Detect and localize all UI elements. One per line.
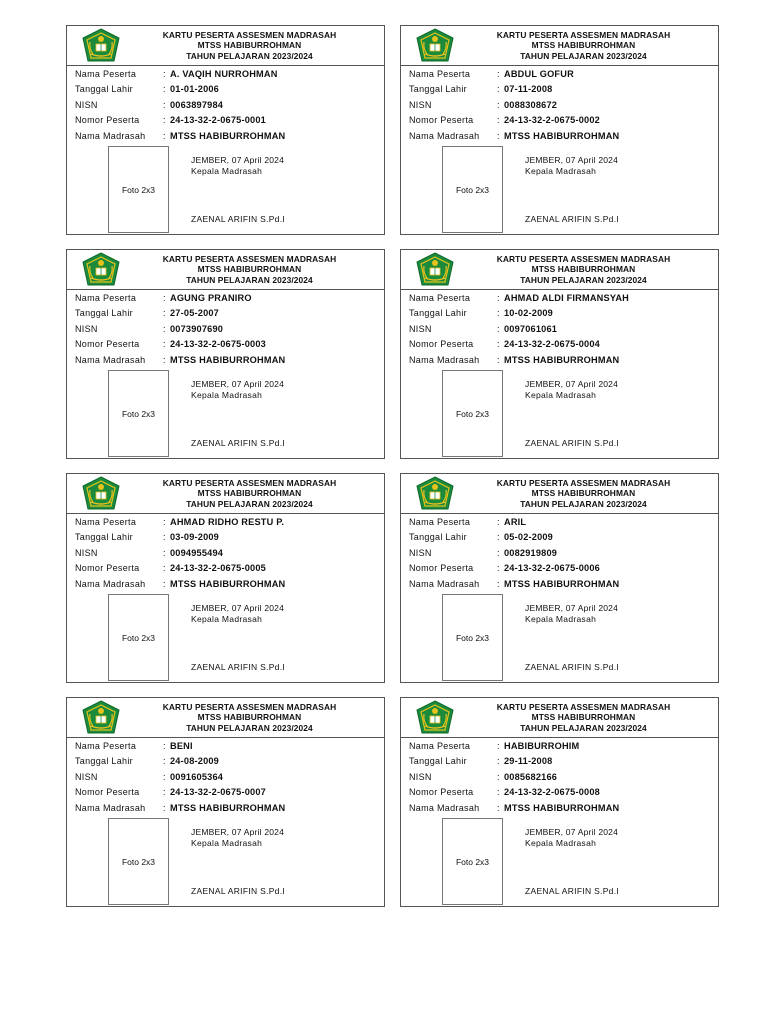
field-participant-number-label: Nomor Peserta (75, 115, 140, 126)
field-colon: : (497, 771, 500, 782)
field-colon: : (163, 532, 166, 543)
card-title-line-1: KARTU PESERTA ASSESMEN MADRASAH (162, 254, 337, 264)
card-fields (75, 515, 380, 592)
field-participant-number-row (75, 113, 380, 128)
participant-card (400, 697, 719, 907)
field-colon: : (163, 339, 166, 350)
field-name-row (75, 291, 380, 306)
signature-place-date: JEMBER, 07 April 2024 (191, 379, 285, 389)
field-colon: : (163, 547, 166, 558)
field-nisn-row (75, 770, 380, 785)
field-school-row (409, 801, 714, 816)
signature-role: Kepala Madrasah (525, 837, 597, 848)
field-colon: : (497, 293, 500, 303)
field-name-row (409, 515, 714, 530)
card-fields (409, 515, 714, 592)
signature-name: ZAENAL ARIFIN S.Pd.I (191, 214, 286, 224)
field-nisn-value: 0082919809 (504, 547, 558, 558)
signature-name: ZAENAL ARIFIN S.Pd.I (525, 438, 620, 448)
card-title-line-1: KARTU PESERTA ASSESMEN MADRASAH (496, 702, 671, 712)
card-title-line-1: KARTU PESERTA ASSESMEN MADRASAH (496, 254, 671, 264)
field-name-label: Nama Peserta (75, 69, 137, 79)
field-colon: : (497, 802, 500, 813)
photo-placeholder (108, 594, 169, 681)
field-school-label: Nama Madrasah (75, 802, 146, 813)
card-fields (75, 739, 380, 816)
field-nisn-row (409, 770, 714, 785)
card-title-line-3: TAHUN PELAJARAN 2023/2024 (186, 274, 313, 285)
field-birth-date-value: 27-05-2007 (170, 308, 219, 319)
signature-role: Kepala Madrasah (525, 389, 597, 400)
field-nisn-value: 0088308672 (504, 99, 558, 110)
field-name-value: AHMAD RIDHO RESTU P. (170, 517, 285, 527)
signature-name: ZAENAL ARIFIN S.Pd.I (191, 886, 286, 896)
card-title-line-3: TAHUN PELAJARAN 2023/2024 (186, 498, 313, 509)
card-title-line-3: TAHUN PELAJARAN 2023/2024 (520, 50, 647, 61)
field-nisn-label: NISN (409, 547, 432, 558)
participant-card (400, 473, 719, 683)
card-title-line-3: TAHUN PELAJARAN 2023/2024 (186, 50, 313, 61)
field-colon: : (497, 578, 500, 589)
card-title (127, 30, 372, 61)
field-colon: : (497, 563, 500, 574)
field-birth-date-label: Tanggal Lahir (409, 756, 467, 767)
photo-label: Foto 2x3 (121, 856, 156, 867)
field-nisn-row (409, 546, 714, 561)
field-birth-date-value: 05-02-2009 (504, 532, 553, 543)
field-colon: : (163, 517, 166, 527)
signature-place-date: JEMBER, 07 April 2024 (191, 827, 285, 837)
field-participant-number-value: 24-13-32-2-0675-0008 (504, 787, 600, 798)
participant-card (66, 249, 385, 459)
field-school-value: MTSS HABIBURROHMAN (170, 802, 286, 813)
card-title-line-1: KARTU PESERTA ASSESMEN MADRASAH (162, 30, 337, 40)
photo-placeholder (442, 146, 503, 233)
field-school-row (75, 577, 380, 592)
field-participant-number-row (409, 113, 714, 128)
card-title-line-3: TAHUN PELAJARAN 2023/2024 (186, 722, 313, 733)
field-nisn-row (75, 546, 380, 561)
field-nisn-label: NISN (75, 547, 98, 558)
card-title-line-3: TAHUN PELAJARAN 2023/2024 (520, 722, 647, 733)
signature-role: Kepala Madrasah (525, 613, 597, 624)
field-school-row (75, 801, 380, 816)
field-colon: : (497, 84, 500, 95)
field-birth-date-value: 03-09-2009 (170, 532, 219, 543)
field-colon: : (163, 130, 166, 141)
field-participant-number-label: Nomor Peserta (75, 563, 140, 574)
field-nisn-value: 0091605364 (170, 771, 224, 782)
field-participant-number-value: 24-13-32-2-0675-0003 (170, 339, 266, 350)
kemenag-logo-icon (415, 476, 455, 512)
card-title (461, 254, 706, 285)
field-colon: : (497, 547, 500, 558)
card-header (67, 26, 384, 66)
field-school-label: Nama Madrasah (409, 578, 480, 589)
field-nisn-value: 0085682166 (504, 771, 558, 782)
card-header (401, 474, 718, 514)
photo-placeholder (442, 818, 503, 905)
field-school-value: MTSS HABIBURROHMAN (170, 578, 286, 589)
field-colon: : (163, 563, 166, 574)
field-name-value: AGUNG PRANIRO (170, 293, 252, 303)
card-title-line-2: MTSS HABIBURROHMAN (197, 40, 302, 51)
photo-label: Foto 2x3 (121, 408, 156, 419)
field-name-label: Nama Peserta (75, 741, 137, 751)
field-colon: : (163, 756, 166, 767)
field-participant-number-value: 24-13-32-2-0675-0006 (504, 563, 600, 574)
field-school-label: Nama Madrasah (409, 130, 480, 141)
field-birth-date-label: Tanggal Lahir (409, 308, 467, 319)
photo-label: Foto 2x3 (455, 856, 490, 867)
field-birth-date-value: 29-11-2008 (504, 756, 553, 767)
field-birth-date-row (409, 530, 714, 545)
field-participant-number-row (75, 337, 380, 352)
field-colon: : (497, 308, 500, 319)
field-colon: : (163, 293, 166, 303)
card-title (127, 478, 372, 509)
field-colon: : (163, 354, 166, 365)
card-title-line-3: TAHUN PELAJARAN 2023/2024 (520, 498, 647, 509)
field-school-row (75, 353, 380, 368)
field-birth-date-row (75, 82, 380, 97)
field-school-row (409, 129, 714, 144)
photo-placeholder (108, 818, 169, 905)
card-fields (75, 291, 380, 368)
field-participant-number-row (409, 561, 714, 576)
kemenag-logo-icon (415, 700, 455, 736)
field-school-label: Nama Madrasah (409, 802, 480, 813)
card-title-line-1: KARTU PESERTA ASSESMEN MADRASAH (162, 478, 337, 488)
field-participant-number-row (75, 561, 380, 576)
field-name-value: A. VAQIH NURROHMAN (170, 69, 278, 79)
participant-card (400, 25, 719, 235)
field-nisn-value: 0073907690 (170, 323, 224, 334)
signature-role: Kepala Madrasah (191, 165, 263, 176)
field-colon: : (497, 532, 500, 543)
card-title (461, 478, 706, 509)
field-nisn-value: 0094955494 (170, 547, 224, 558)
card-title-line-2: MTSS HABIBURROHMAN (197, 264, 302, 275)
card-header (67, 250, 384, 290)
kemenag-logo-icon (81, 476, 121, 512)
signature-place-date: JEMBER, 07 April 2024 (525, 155, 619, 165)
field-school-label: Nama Madrasah (75, 130, 146, 141)
card-title-line-2: MTSS HABIBURROHMAN (197, 712, 302, 723)
card-fields (409, 739, 714, 816)
field-colon: : (497, 787, 500, 798)
field-birth-date-value: 24-08-2009 (170, 756, 219, 767)
field-birth-date-row (75, 306, 380, 321)
field-school-label: Nama Madrasah (409, 354, 480, 365)
field-school-value: MTSS HABIBURROHMAN (504, 578, 620, 589)
card-title-line-2: MTSS HABIBURROHMAN (531, 488, 636, 499)
field-colon: : (497, 130, 500, 141)
signature-role: Kepala Madrasah (191, 837, 263, 848)
field-nisn-label: NISN (75, 99, 98, 110)
field-birth-date-label: Tanggal Lahir (75, 308, 133, 319)
field-name-label: Nama Peserta (409, 517, 471, 527)
signature-role: Kepala Madrasah (525, 165, 597, 176)
signature-place-date: JEMBER, 07 April 2024 (525, 827, 619, 837)
field-colon: : (163, 802, 166, 813)
field-birth-date-label: Tanggal Lahir (409, 532, 467, 543)
kemenag-logo-icon (415, 252, 455, 288)
field-participant-number-row (409, 337, 714, 352)
field-name-row (75, 67, 380, 82)
field-participant-number-label: Nomor Peserta (409, 787, 474, 798)
card-title-line-1: KARTU PESERTA ASSESMEN MADRASAH (496, 30, 671, 40)
signature-place-date: JEMBER, 07 April 2024 (191, 155, 285, 165)
field-name-row (409, 739, 714, 754)
kemenag-logo-icon (81, 252, 121, 288)
field-school-label: Nama Madrasah (75, 354, 146, 365)
field-nisn-row (75, 98, 380, 113)
photo-placeholder (442, 594, 503, 681)
kemenag-logo-icon (415, 28, 455, 64)
field-name-label: Nama Peserta (409, 741, 471, 751)
signature-place-date: JEMBER, 07 April 2024 (525, 603, 619, 613)
card-title-line-3: TAHUN PELAJARAN 2023/2024 (520, 274, 647, 285)
field-participant-number-label: Nomor Peserta (409, 563, 474, 574)
signature-name: ZAENAL ARIFIN S.Pd.I (525, 886, 620, 896)
field-birth-date-row (409, 82, 714, 97)
field-colon: : (163, 84, 166, 95)
field-colon: : (163, 578, 166, 589)
signature-name: ZAENAL ARIFIN S.Pd.I (191, 438, 286, 448)
field-colon: : (163, 69, 166, 79)
participant-card (400, 249, 719, 459)
participant-card (66, 697, 385, 907)
field-nisn-row (409, 98, 714, 113)
field-participant-number-value: 24-13-32-2-0675-0007 (170, 787, 266, 798)
field-participant-number-value: 24-13-32-2-0675-0001 (170, 115, 266, 126)
field-colon: : (163, 771, 166, 782)
field-birth-date-row (75, 754, 380, 769)
card-header (67, 698, 384, 738)
field-nisn-row (409, 322, 714, 337)
field-participant-number-value: 24-13-32-2-0675-0004 (504, 339, 600, 350)
field-participant-number-label: Nomor Peserta (409, 115, 474, 126)
field-colon: : (163, 308, 166, 319)
field-birth-date-value: 10-02-2009 (504, 308, 553, 319)
field-birth-date-label: Tanggal Lahir (75, 756, 133, 767)
participant-card (66, 473, 385, 683)
photo-placeholder (108, 370, 169, 457)
field-school-row (409, 577, 714, 592)
field-colon: : (497, 69, 500, 79)
photo-label: Foto 2x3 (121, 184, 156, 195)
signature-place-date: JEMBER, 07 April 2024 (525, 379, 619, 389)
field-colon: : (497, 741, 500, 751)
card-header (401, 26, 718, 66)
field-nisn-row (75, 322, 380, 337)
field-birth-date-row (75, 530, 380, 545)
field-birth-date-label: Tanggal Lahir (75, 84, 133, 95)
field-birth-date-row (409, 754, 714, 769)
field-nisn-label: NISN (75, 323, 98, 334)
kemenag-logo-icon (81, 28, 121, 64)
signature-place-date: JEMBER, 07 April 2024 (191, 603, 285, 613)
field-school-value: MTSS HABIBURROHMAN (170, 354, 286, 365)
field-colon: : (163, 323, 166, 334)
field-colon: : (497, 354, 500, 365)
signature-role: Kepala Madrasah (191, 613, 263, 624)
field-name-row (409, 291, 714, 306)
field-school-row (75, 129, 380, 144)
field-participant-number-row (75, 785, 380, 800)
field-colon: : (497, 517, 500, 527)
signature-role: Kepala Madrasah (191, 389, 263, 400)
field-nisn-label: NISN (409, 99, 432, 110)
field-school-value: MTSS HABIBURROHMAN (504, 130, 620, 141)
field-school-row (409, 353, 714, 368)
field-participant-number-label: Nomor Peserta (75, 787, 140, 798)
signature-name: ZAENAL ARIFIN S.Pd.I (191, 662, 286, 672)
card-fields (409, 291, 714, 368)
field-participant-number-label: Nomor Peserta (75, 339, 140, 350)
field-colon: : (497, 99, 500, 110)
field-participant-number-value: 24-13-32-2-0675-0002 (504, 115, 600, 126)
field-name-value: BENI (170, 741, 193, 751)
field-nisn-label: NISN (409, 323, 432, 334)
card-header (401, 250, 718, 290)
card-header (401, 698, 718, 738)
participant-card (66, 25, 385, 235)
field-nisn-value: 0097061061 (504, 323, 558, 334)
field-participant-number-label: Nomor Peserta (409, 339, 474, 350)
signature-name: ZAENAL ARIFIN S.Pd.I (525, 214, 620, 224)
field-name-label: Nama Peserta (75, 293, 137, 303)
field-school-value: MTSS HABIBURROHMAN (170, 130, 286, 141)
card-header (67, 474, 384, 514)
card-title-line-1: KARTU PESERTA ASSESMEN MADRASAH (496, 478, 671, 488)
field-colon: : (163, 787, 166, 798)
field-colon: : (163, 115, 166, 126)
card-title (461, 30, 706, 61)
card-title-line-2: MTSS HABIBURROHMAN (197, 488, 302, 499)
photo-label: Foto 2x3 (455, 184, 490, 195)
photo-label: Foto 2x3 (455, 632, 490, 643)
field-colon: : (497, 339, 500, 350)
field-participant-number-row (409, 785, 714, 800)
field-name-label: Nama Peserta (409, 293, 471, 303)
field-name-label: Nama Peserta (409, 69, 471, 79)
field-school-label: Nama Madrasah (75, 578, 146, 589)
field-birth-date-row (409, 306, 714, 321)
card-fields (409, 67, 714, 144)
field-birth-date-label: Tanggal Lahir (409, 84, 467, 95)
field-nisn-label: NISN (409, 771, 432, 782)
field-colon: : (163, 99, 166, 110)
field-colon: : (163, 741, 166, 751)
card-title-line-2: MTSS HABIBURROHMAN (531, 40, 636, 51)
photo-placeholder (108, 146, 169, 233)
photo-placeholder (442, 370, 503, 457)
field-colon: : (497, 323, 500, 334)
card-fields (75, 67, 380, 144)
card-title-line-2: MTSS HABIBURROHMAN (531, 712, 636, 723)
card-title (461, 702, 706, 733)
field-name-value: HABIBURROHIM (504, 741, 580, 751)
field-nisn-label: NISN (75, 771, 98, 782)
photo-label: Foto 2x3 (121, 632, 156, 643)
field-participant-number-value: 24-13-32-2-0675-0005 (170, 563, 266, 574)
field-name-value: ABDUL GOFUR (504, 69, 574, 79)
field-birth-date-label: Tanggal Lahir (75, 532, 133, 543)
field-school-value: MTSS HABIBURROHMAN (504, 354, 620, 365)
field-school-value: MTSS HABIBURROHMAN (504, 802, 620, 813)
card-title-line-1: KARTU PESERTA ASSESMEN MADRASAH (162, 702, 337, 712)
field-nisn-value: 0063897984 (170, 99, 224, 110)
field-name-value: ARIL (504, 517, 527, 527)
field-name-row (75, 515, 380, 530)
field-name-value: AHMAD ALDI FIRMANSYAH (504, 293, 629, 303)
field-name-row (409, 67, 714, 82)
signature-name: ZAENAL ARIFIN S.Pd.I (525, 662, 620, 672)
field-birth-date-value: 01-01-2006 (170, 84, 219, 95)
photo-label: Foto 2x3 (455, 408, 490, 419)
field-colon: : (497, 115, 500, 126)
kemenag-logo-icon (81, 700, 121, 736)
field-colon: : (497, 756, 500, 767)
field-name-row (75, 739, 380, 754)
card-title (127, 702, 372, 733)
field-birth-date-value: 07-11-2008 (504, 84, 553, 95)
card-title (127, 254, 372, 285)
card-title-line-2: MTSS HABIBURROHMAN (531, 264, 636, 275)
field-name-label: Nama Peserta (75, 517, 137, 527)
